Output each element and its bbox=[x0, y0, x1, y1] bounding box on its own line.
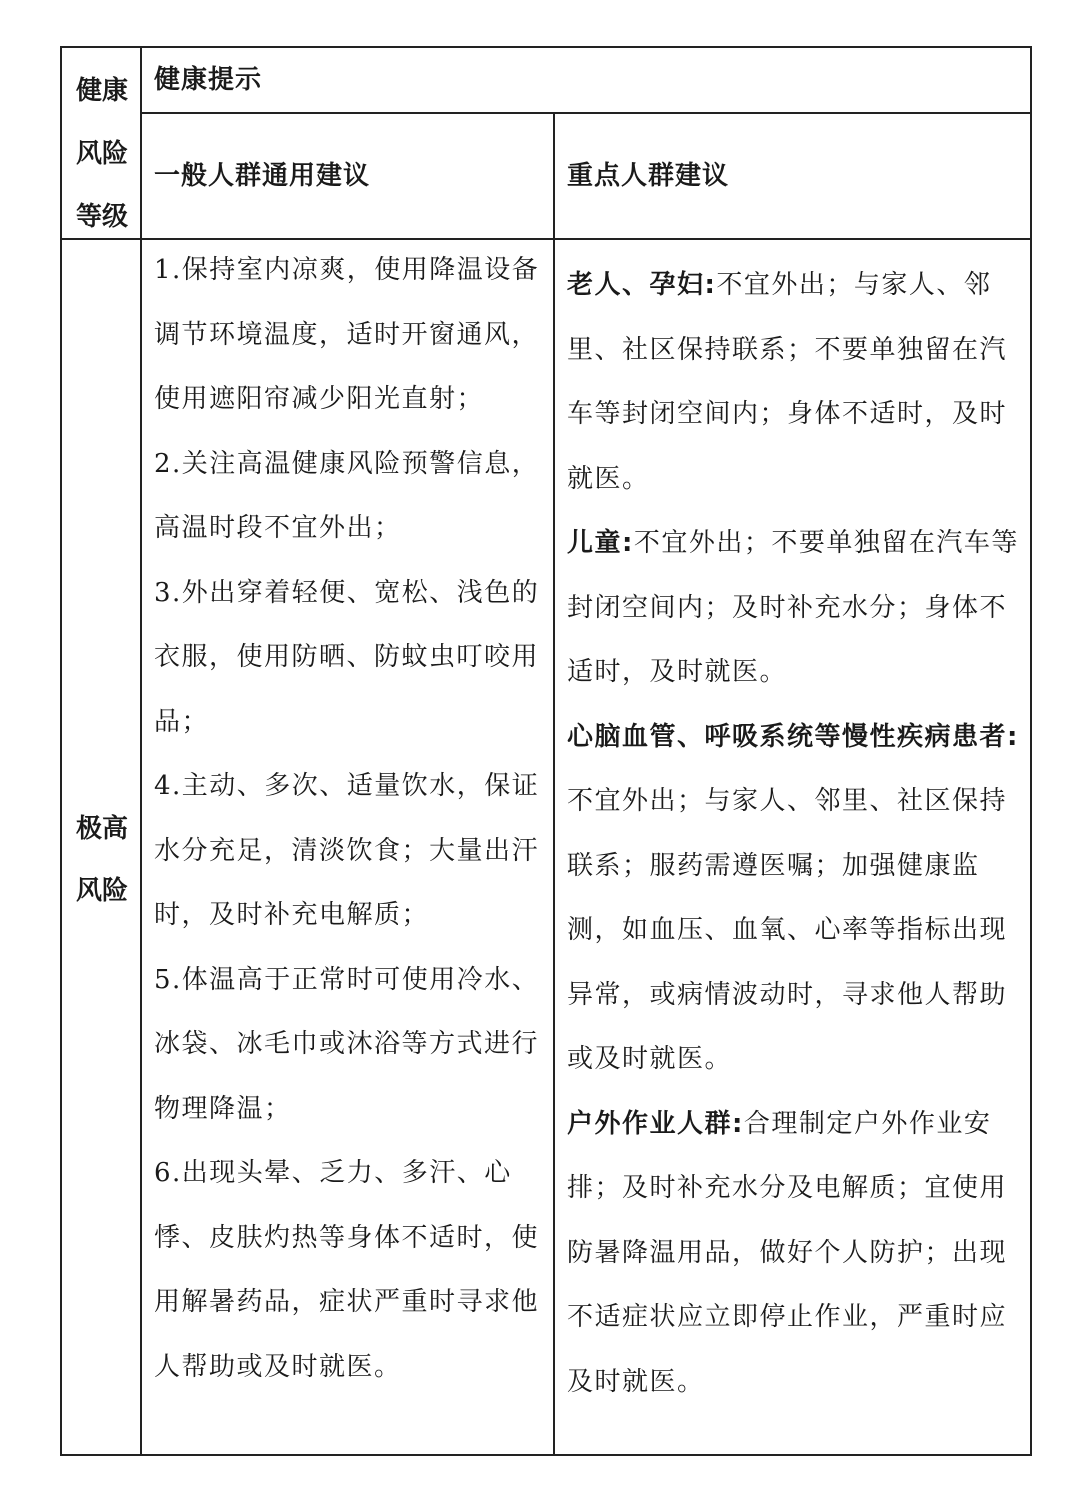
divider-risk-column bbox=[140, 48, 142, 1454]
general-advice-item: 1.保持室内凉爽，使用降温设备调节环境温度，适时开窗通风，使用遮阳帘减少阳光直射； bbox=[154, 255, 540, 414]
general-advice-list bbox=[154, 238, 549, 1399]
key-group-text: 不宜外出；与家人、邻里、社区保持联系；服药需遵医嘱；加强健康监测，如血压、血氧、心率等指标出现异常，或病情波动时，寻求他人帮助或及时就医。 bbox=[567, 786, 1008, 1074]
health-tips-header: 健康提示 bbox=[154, 65, 263, 95]
key-group-chronic-patients bbox=[567, 705, 1022, 1092]
key-group-elderly-pregnant bbox=[567, 253, 1022, 511]
general-advice-item: 3.外出穿着轻便、宽松、浅色的衣服，使用防晒、防蚊虫叮咬用品； bbox=[154, 577, 540, 737]
key-group-name: 老人、孕妇: bbox=[567, 270, 717, 300]
risk-level-line-1: 极高 bbox=[75, 814, 128, 844]
key-group-text: 不宜外出；与家人、邻里、社区保持联系；不要单独留在汽车等封闭空间内；身体不适时，及时就医。 bbox=[567, 270, 1008, 494]
general-advice-item: 2.关注高温健康风险预警信息，高温时段不宜外出； bbox=[154, 448, 540, 543]
divider-general-key bbox=[553, 112, 555, 1454]
key-population-header: 重点人群建议 bbox=[567, 161, 730, 191]
risk-level-column-header bbox=[62, 48, 142, 249]
key-group-outdoor-workers bbox=[567, 1092, 1022, 1415]
general-advice-item: 6.出现头晕、乏力、多汗、心悸、皮肤灼热等身体不适时，使用解暑药品，症状严重时寻求他人帮助或及时就医。 bbox=[154, 1158, 540, 1382]
general-advice-item: 4.主动、多次、适量饮水，保证水分充足，清淡饮食；大量出汗时，及时补充电解质； bbox=[154, 771, 540, 930]
general-advice-item: 5.体温高于正常时可使用冷水、冰袋、冰毛巾或沐浴等方式进行物理降温； bbox=[154, 964, 540, 1124]
key-group-name: 儿童: bbox=[567, 528, 634, 558]
risk-level-line-2: 风险 bbox=[75, 876, 128, 906]
key-group-text: 不宜外出；不要单独留在汽车等封闭空间内；及时补充水分；身体不适时，及时就医。 bbox=[567, 528, 1019, 687]
health-risk-table bbox=[60, 46, 1032, 1456]
key-group-text: 合理制定户外作业安排；及时补充水分及电解质；宜使用防暑降温用品，做好个人防护；出现不适症状应立即停止作业，严重时应及时就医。 bbox=[567, 1108, 1008, 1397]
key-group-children bbox=[567, 511, 1022, 705]
risk-level-header-line-1: 健康 bbox=[75, 76, 128, 106]
risk-level-value bbox=[62, 798, 142, 922]
key-group-name: 心脑血管、呼吸系统等慢性疾病患者: bbox=[567, 721, 1019, 752]
key-population-advice bbox=[567, 253, 1022, 1414]
general-population-header: 一般人群通用建议 bbox=[154, 161, 371, 191]
divider-health-tips bbox=[142, 112, 1030, 114]
key-group-name: 户外作业人群: bbox=[567, 1108, 744, 1139]
risk-level-header-line-3: 等级 bbox=[75, 202, 128, 232]
risk-level-header-line-2: 风险 bbox=[75, 139, 128, 169]
